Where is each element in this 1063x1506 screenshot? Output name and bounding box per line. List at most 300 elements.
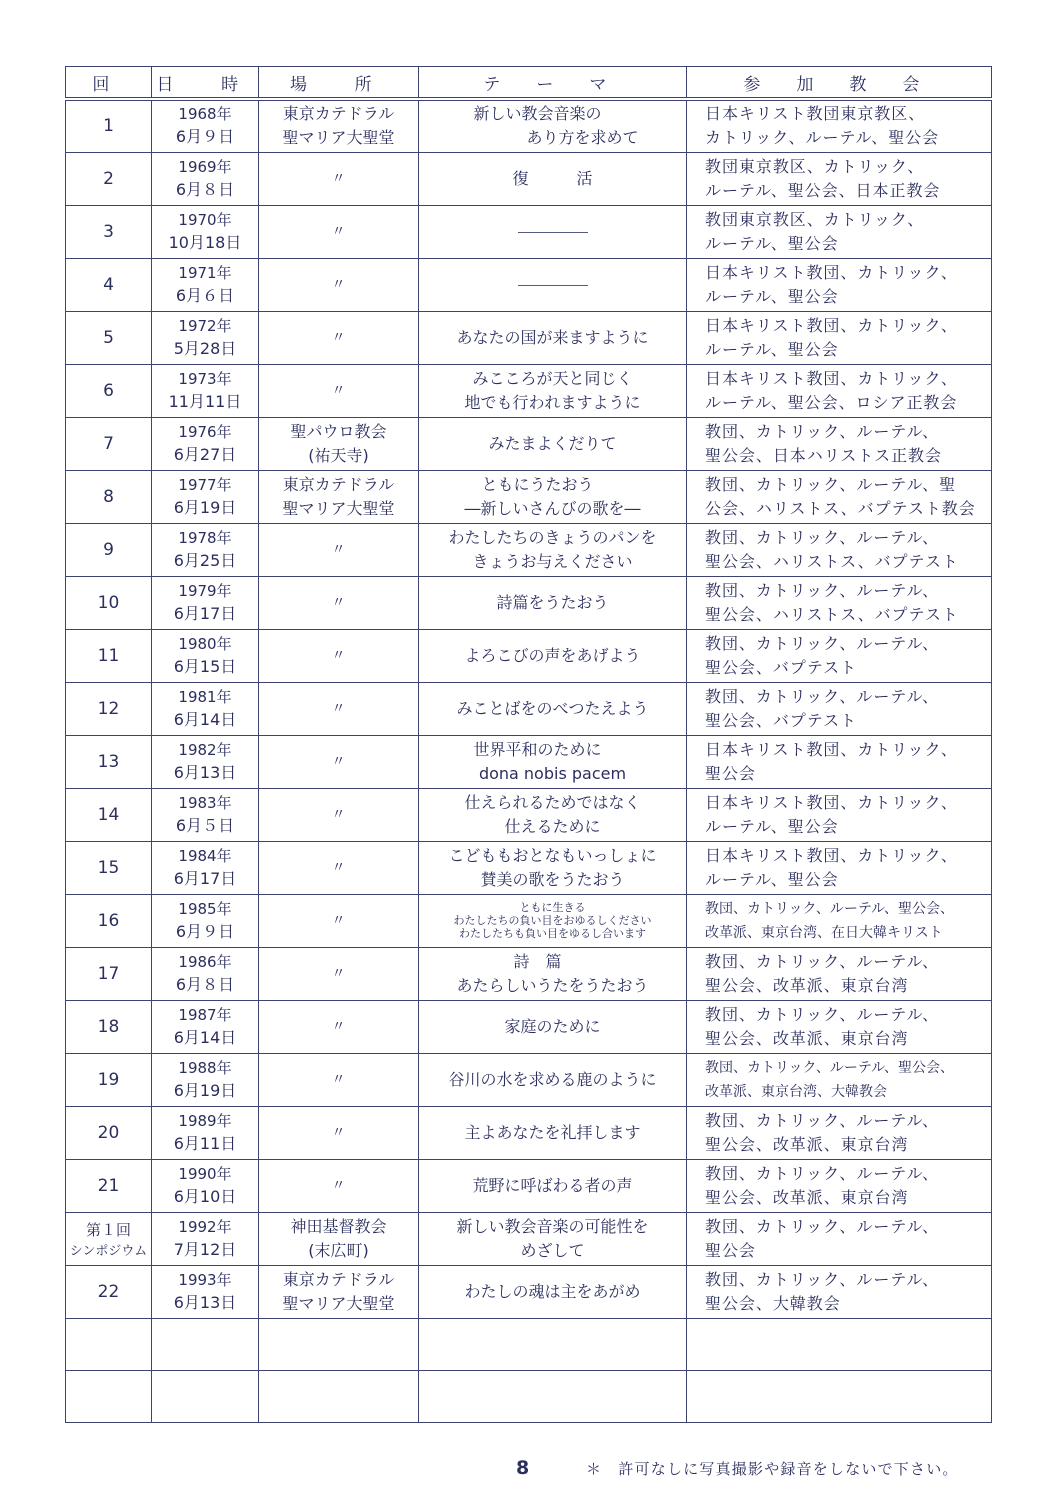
cell-place [259,311,419,364]
table-row [66,576,992,629]
number-text: 22 [97,1281,120,1302]
cell-number [66,576,152,629]
churches-line: 聖公会、改革派、東京台湾 [705,1134,909,1154]
theme-line: 復 活 [512,168,593,188]
cell-churches [687,1212,992,1265]
theme-line: 新しい教会音楽の [473,104,602,124]
cell-churches [687,1000,992,1053]
date-year: 1986年 [178,952,232,971]
cell-place [259,205,419,258]
number-line: 第１回 [85,1220,131,1239]
number-text: 19 [97,1069,120,1090]
cell-place [259,682,419,735]
date-day: 6月８日 [175,974,235,994]
date-day: 5月28日 [173,338,237,358]
header-number: 回 [66,67,152,100]
cell-theme [419,205,687,258]
table-body [66,99,992,1422]
cell-number [66,1265,152,1318]
cell-date [152,841,259,894]
empty-cell [687,1318,992,1370]
cell-theme [419,523,687,576]
cell-place [259,1212,419,1265]
churches-line: 聖公会、ハリストス、バプテスト [705,604,959,624]
cell-date [152,629,259,682]
date-year: 1979年 [178,581,232,600]
date-year: 1971年 [178,263,232,282]
cell-theme [419,258,687,311]
churches-line: 教団、カトリック、ルーテル、聖公会、 [705,900,955,917]
date-day: 6月27日 [173,444,237,464]
churches-line: 教団、カトリック、ルーテル、 [705,686,940,706]
date-year: 1992年 [178,1217,232,1236]
number-text: 21 [97,1175,120,1196]
cell-date [152,258,259,311]
theme-line: みことばをのべつたえよう [456,698,649,718]
cell-number [66,99,152,152]
cell-number [66,1106,152,1159]
churches-line: 日本キリスト教団、カトリック、 [705,739,958,759]
table-row [66,788,992,841]
table-row [66,417,992,470]
ditto-mark: 〃 [331,1177,346,1194]
cell-place [259,364,419,417]
cell-number [66,364,152,417]
churches-line: 日本キリスト教団、カトリック、 [705,368,958,388]
ditto-mark: 〃 [331,594,346,611]
table-row [66,894,992,947]
churches-line: 聖公会、日本ハリストス正教会 [705,445,942,465]
cell-churches [687,629,992,682]
churches-line: 教団、カトリック、ルーテル、 [705,1004,940,1024]
theme-line: 地でも行われますように [464,392,641,412]
cell-date [152,576,259,629]
cell-churches [687,1159,992,1212]
header-churches: 参 加 教 会 [687,67,992,100]
number-text: 16 [97,910,120,931]
date-day: 6月14日 [173,1027,237,1047]
table-row [66,1000,992,1053]
churches-line: ルーテル、聖公会 [705,233,839,253]
empty-row [66,1370,992,1422]
theme-line: 詩篇をうたおう [496,592,609,612]
date-year: 1984年 [178,846,232,865]
ditto-mark: 〃 [331,170,346,187]
churches-line: 聖公会、大韓教会 [705,1293,841,1313]
date-day: 6月８日 [175,179,235,199]
date-day: 6月９日 [175,127,235,147]
ditto-mark: 〃 [331,859,346,876]
churches-line: ルーテル、聖公会、ロシア正教会 [705,392,958,412]
empty-cell [259,1318,419,1370]
cell-date [152,364,259,417]
date-year: 1990年 [178,1164,232,1183]
theme-line: みたまよくだりて [488,433,617,453]
cell-date [152,311,259,364]
theme-line: めざして [520,1240,585,1260]
churches-line: 聖公会、改革派、東京台湾 [705,1028,909,1048]
number-text: 15 [97,857,120,878]
table-row [66,205,992,258]
date-year: 1985年 [178,899,232,918]
table-row [66,99,992,152]
table-row [66,735,992,788]
churches-line: 改革派、東京台湾、大韓教会 [705,1083,887,1100]
table-row [66,1159,992,1212]
date-day: 6月13日 [173,762,237,782]
churches-line: ルーテル、聖公会 [705,339,839,359]
churches-line: 聖公会、バプテスト [705,710,858,730]
date-year: 1976年 [178,422,232,441]
cell-theme [419,1106,687,1159]
cell-churches [687,682,992,735]
churches-line: ルーテル、聖公会 [705,286,839,306]
table-row [66,1106,992,1159]
theme-line: 家庭のために [504,1016,601,1036]
number-text: 2 [103,168,114,189]
cell-churches [687,841,992,894]
churches-line: 日本キリスト教団、カトリック、 [705,315,958,335]
date-year: 1977年 [178,475,232,494]
empty-cell [152,1370,259,1422]
date-day: 6月５日 [175,815,235,835]
cell-theme [419,788,687,841]
cell-theme [419,470,687,523]
theme-line: みこころが天と同じく [472,368,633,388]
cell-place [259,1053,419,1106]
cell-place [259,99,419,152]
churches-line: 教団、カトリック、ルーテル、聖公会、 [705,1059,955,1076]
cell-place [259,1106,419,1159]
number-text: 20 [97,1122,120,1143]
date-day: 6月11日 [173,1133,237,1153]
date-year: 1989年 [178,1111,232,1130]
place-line: (祐天寺) [308,445,369,465]
cell-theme [419,894,687,947]
churches-line: 公会、ハリストス、バプテスト教会 [705,498,976,518]
theme-line: 谷川の水を求める鹿のように [448,1069,657,1089]
cell-place [259,894,419,947]
cell-theme [419,1212,687,1265]
churches-line: 教団、カトリック、ルーテル、聖 [705,474,957,494]
cell-churches [687,205,992,258]
cell-churches [687,364,992,417]
empty-row [66,1318,992,1370]
place-line: 東京カテドラル [282,474,395,494]
cell-theme [419,364,687,417]
churches-line: 教団東京教区、カトリック、 [705,209,925,229]
empty-theme-dash [518,285,588,286]
churches-line: 教団、カトリック、ルーテル、 [705,1269,940,1289]
date-year: 1987年 [178,1005,232,1024]
cell-churches [687,576,992,629]
churches-line: 教団、カトリック、ルーテル、 [705,1110,940,1130]
cell-theme [419,99,687,152]
cell-place [259,735,419,788]
number-text: 10 [97,592,120,613]
churches-line: 聖公会、ハリストス、バプテスト [705,551,959,571]
cell-number [66,894,152,947]
theme-line: 主よあなたを礼拝します [464,1122,641,1142]
number-text: 14 [97,804,120,825]
churches-line: ルーテル、聖公会、日本正教会 [705,180,941,200]
date-day: 11月11日 [168,391,242,411]
churches-line: 教団、カトリック、ルーテル、 [705,421,940,441]
churches-line: 聖公会 [705,1240,756,1260]
cell-date [152,152,259,205]
date-day: 6月13日 [173,1292,237,1312]
cell-churches [687,1265,992,1318]
theme-line: あり方を求めて [526,128,639,148]
cell-place [259,523,419,576]
ditto-mark: 〃 [331,1018,346,1035]
date-day: 6月19日 [173,497,237,517]
date-year: 1981年 [178,687,232,706]
table-row [66,629,992,682]
cell-theme [419,1159,687,1212]
cell-number [66,682,152,735]
empty-cell [66,1370,152,1422]
table-row [66,311,992,364]
theme-line: わたしたちの負い目をおゆるしください [453,914,652,927]
cell-date [152,99,259,152]
cell-place [259,152,419,205]
date-day: 6月19日 [173,1080,237,1100]
cell-number [66,205,152,258]
cell-churches [687,735,992,788]
cell-theme [419,682,687,735]
churches-line: 教団東京教区、カトリック、 [705,156,925,176]
cell-number [66,841,152,894]
churches-line: 教団、カトリック、ルーテル、 [705,1216,940,1236]
number-line: シンポジウム [69,1243,148,1259]
place-line: 東京カテドラル [282,1269,395,1289]
cell-number [66,417,152,470]
cell-place [259,470,419,523]
cell-place [259,788,419,841]
table-row [66,1212,992,1265]
churches-line: 聖公会、改革派、東京台湾 [705,1187,909,1207]
table-row [66,1265,992,1318]
theme-line: こどももおとなもいっしょに [448,845,657,865]
cell-theme [419,841,687,894]
cell-theme [419,417,687,470]
date-day: 6月17日 [173,868,237,888]
theme-line: 詩 篇 [513,951,562,971]
header-theme: テ ー マ [419,67,687,100]
cell-number [66,788,152,841]
churches-line: 聖公会 [705,763,756,783]
cell-date [152,1265,259,1318]
number-text: 1 [103,116,114,137]
cell-theme [419,152,687,205]
table-row [66,470,992,523]
date-year: 1982年 [178,740,232,759]
theme-line: よろこびの声をあげよう [464,645,641,665]
date-day: 6月９日 [175,921,235,941]
table-row [66,258,992,311]
theme-line: dona nobis pacem [478,763,627,783]
ditto-mark: 〃 [331,276,346,293]
header-date: 日 時 [152,67,259,100]
cell-number [66,735,152,788]
cell-churches [687,523,992,576]
number-text: 6 [103,380,114,401]
number-text: 11 [97,645,120,666]
page-number: 8 [516,1457,530,1479]
date-day: 6月17日 [173,603,237,623]
empty-theme-dash [518,232,588,233]
cell-place [259,417,419,470]
empty-cell [419,1370,687,1422]
date-day: 6月６日 [175,285,235,305]
ditto-mark: 〃 [331,223,346,240]
date-year: 1988年 [178,1058,232,1077]
cell-place [259,258,419,311]
cell-churches [687,1106,992,1159]
churches-line: 日本キリスト教団、カトリック、 [705,792,958,812]
churches-line: 教団、カトリック、ルーテル、 [705,951,940,971]
number-text: 4 [103,274,114,295]
cell-date [152,417,259,470]
theme-line: わたしたちのきょうのパンを [448,527,657,547]
date-year: 1993年 [178,1270,232,1289]
cell-date [152,205,259,258]
cell-churches [687,788,992,841]
cell-churches [687,258,992,311]
cell-place [259,841,419,894]
cell-churches [687,894,992,947]
table-row [66,1053,992,1106]
cell-date [152,1159,259,1212]
cell-churches [687,1053,992,1106]
empty-cell [687,1370,992,1422]
ditto-mark: 〃 [331,965,346,982]
date-year: 1969年 [178,157,232,176]
cell-date [152,947,259,1000]
number-text: 13 [97,751,120,772]
number-text: 7 [103,433,114,454]
date-day: 10月18日 [168,232,242,252]
cell-place [259,1159,419,1212]
cell-theme [419,629,687,682]
table-row [66,523,992,576]
cell-number [66,1159,152,1212]
theme-line: ともに生きる [519,901,586,914]
churches-line: 日本キリスト教団、カトリック、 [705,845,958,865]
churches-line: 改革派、東京台湾、在日大韓キリスト [705,924,943,941]
number-text: 18 [97,1016,120,1037]
concert-history-table [65,66,992,1423]
date-year: 1980年 [178,634,232,653]
cell-number [66,947,152,1000]
ditto-mark: 〃 [331,1124,346,1141]
theme-line: 世界平和のために [473,739,602,759]
cell-place [259,1265,419,1318]
cell-number [66,523,152,576]
number-text: 8 [103,486,114,507]
date-day: 6月15日 [173,656,237,676]
cell-theme [419,735,687,788]
cell-churches [687,152,992,205]
number-text: 3 [103,221,114,242]
cell-theme [419,947,687,1000]
theme-line: 新しい教会音楽の可能性を [456,1216,649,1236]
number-text: 5 [103,327,114,348]
cell-churches [687,470,992,523]
churches-line: 聖公会、バプテスト [705,657,858,677]
cell-number [66,470,152,523]
date-year: 1968年 [178,105,232,124]
empty-cell [66,1318,152,1370]
cell-place [259,576,419,629]
cell-date [152,1053,259,1106]
churches-line: 日本キリスト教団、カトリック、 [705,262,958,282]
theme-line: ともにうたおう [481,474,594,494]
churches-line: 聖公会、改革派、東京台湾 [705,975,909,995]
cell-place [259,1000,419,1053]
cell-number [66,1000,152,1053]
empty-cell [419,1318,687,1370]
ditto-mark: 〃 [331,912,346,929]
cell-date [152,1106,259,1159]
footer-note: ＊ 許可なしに写真撮影や録音をしないで下さい。 [586,1460,959,1478]
churches-line: 教団、カトリック、ルーテル、 [705,633,940,653]
theme-line: 賛美の歌をうたおう [480,869,625,889]
theme-line: きょうお与えください [472,551,633,571]
date-year: 1973年 [178,369,232,388]
theme-line: 荒野に呼ばわる者の声 [472,1175,633,1195]
header-place: 場 所 [259,67,419,100]
ditto-mark: 〃 [331,382,346,399]
date-year: 1983年 [178,793,232,812]
cell-churches [687,417,992,470]
ditto-mark: 〃 [331,700,346,717]
cell-theme [419,576,687,629]
cell-number [66,1053,152,1106]
date-day: 6月14日 [173,709,237,729]
churches-line: 教団、カトリック、ルーテル、 [705,1163,940,1183]
date-year: 1978年 [178,528,232,547]
theme-line: あなたの国が来ますように [456,327,649,347]
date-day: 6月10日 [173,1186,237,1206]
date-year: 1972年 [178,316,232,335]
cell-theme [419,1265,687,1318]
cell-churches [687,947,992,1000]
cell-number [66,152,152,205]
cell-date [152,1000,259,1053]
date-year: 1970年 [178,210,232,229]
ditto-mark: 〃 [331,647,346,664]
ditto-mark: 〃 [331,1071,346,1088]
place-line: (末広町) [308,1240,369,1260]
cell-number [66,629,152,682]
date-day: 7月12日 [173,1239,237,1259]
place-line: 聖マリア大聖堂 [282,498,395,518]
churches-line: 日本キリスト教団東京教区、 [705,104,926,124]
theme-line: わたしの魂は主をあがめ [464,1281,641,1301]
theme-line: 仕えられるためではなく [464,792,641,812]
table-row [66,947,992,1000]
cell-date [152,1212,259,1265]
table-row [66,682,992,735]
cell-number [66,311,152,364]
cell-date [152,523,259,576]
place-line: 聖マリア大聖堂 [282,128,395,148]
cell-theme [419,311,687,364]
cell-date [152,735,259,788]
churches-line: ルーテル、聖公会 [705,816,839,836]
